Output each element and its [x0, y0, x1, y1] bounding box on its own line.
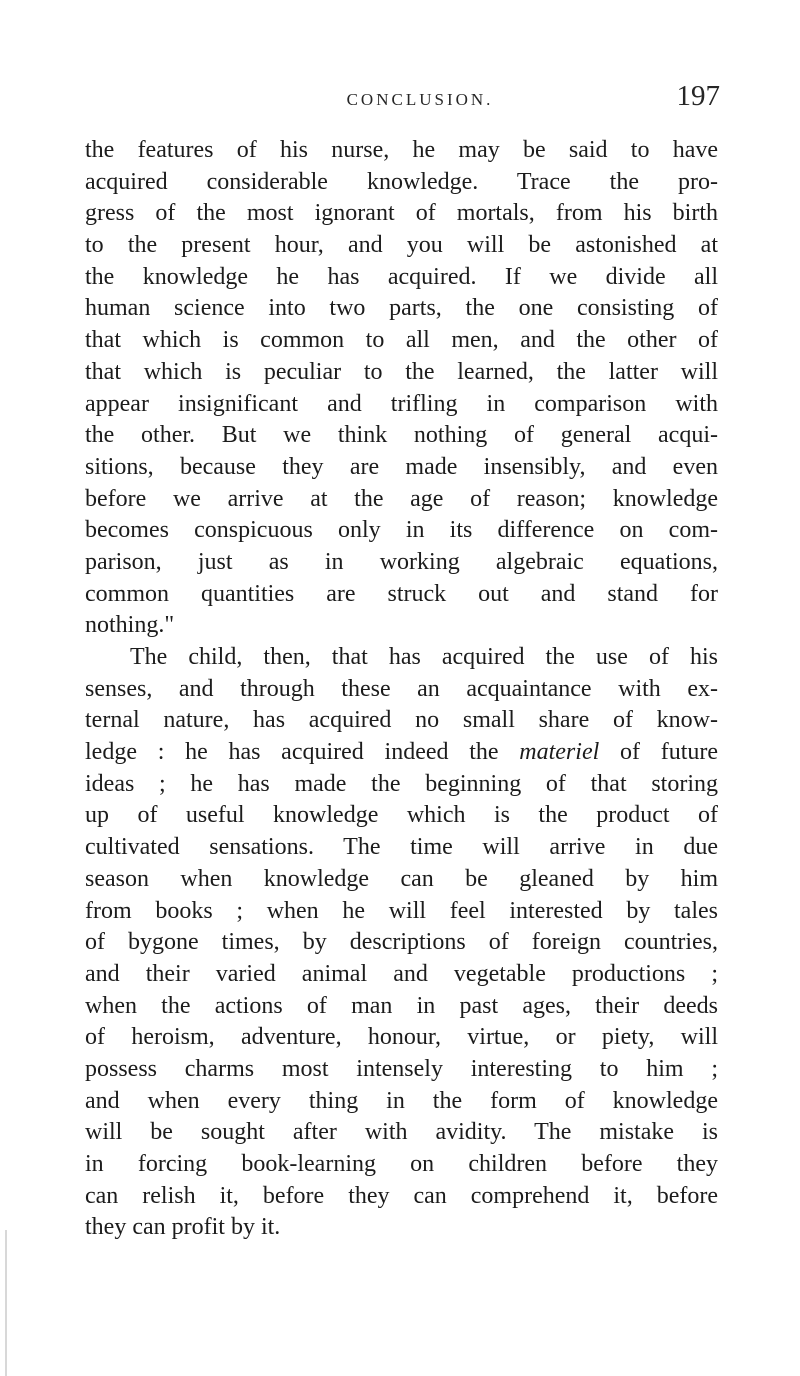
text-line: common quantities are struck out and stand for: [85, 580, 718, 607]
text-line: and when every thing in the form of knowledge: [85, 1087, 718, 1114]
text-line: human science into two parts, the one consisting of: [85, 295, 718, 322]
running-head: CONCLUSION.: [346, 90, 494, 109]
text-line: acquired considerable knowledge. Trace the pro-: [85, 168, 718, 195]
text-line: from books ; when he will feel interested by tales: [85, 897, 718, 924]
text-line: appear insignificant and trifling in comparison with: [85, 390, 718, 417]
text-line: ternal nature, has acquired no small share of know-: [85, 707, 718, 734]
text-line: season when knowledge can be gleaned by him: [85, 865, 718, 892]
text-segment: of future: [620, 739, 719, 766]
text-line: of heroism, adventure, honour, virtue, or piety, will: [85, 1024, 718, 1051]
body-text: [85, 135, 718, 1244]
text-line: gress of the most ignorant of mortals, from his birth: [85, 200, 718, 227]
text-line: the knowledge he has acquired. If we divide all: [85, 263, 718, 290]
text-line: in forcing book-learning on children before they: [85, 1151, 718, 1177]
text-line: possess charms most intensely interesting to him ;: [85, 1055, 718, 1082]
text-line: will be sought after with avidity. The mistake is: [85, 1119, 718, 1146]
text-line-with-italic: [85, 737, 718, 769]
text-line: up of useful knowledge which is the product of: [85, 802, 718, 829]
text-line: ideas ; he has made the beginning of that storing: [85, 770, 718, 797]
text-line: of bygone times, by descriptions of foreign countries,: [85, 929, 718, 956]
page-header: [120, 80, 720, 120]
text-line: and their varied animal and vegetable productions ;: [85, 960, 718, 987]
text-line: can relish it, before they can comprehend it, before: [85, 1182, 718, 1209]
text-line: the features of his nurse, he may be said to have: [85, 137, 718, 163]
text-line: the other. But we think nothing of general acqui-: [85, 422, 718, 449]
text-line: cultivated sensations. The time will arrive in due: [85, 834, 718, 861]
page-edge-line: [5, 1230, 7, 1376]
text-line: that which is peculiar to the learned, the latter will: [85, 358, 718, 385]
paragraph-start-line: The child, then, that has acquired the use of his: [130, 644, 718, 670]
text-line: to the present hour, and you will be astonished at: [85, 232, 718, 259]
text-line: nothing.": [85, 612, 175, 639]
text-line: they can profit by it.: [85, 1214, 281, 1241]
text-segment: ledge : he has acquired indeed the: [85, 739, 499, 766]
text-line: when the actions of man in past ages, their deeds: [85, 992, 718, 1019]
page-number: 197: [676, 80, 720, 112]
text-line: parison, just as in working algebraic equations,: [85, 548, 718, 575]
text-line: before we arrive at the age of reason; knowledge: [85, 485, 718, 512]
text-line: senses, and through these an acquaintance with ex-: [85, 675, 718, 702]
text-line: becomes conspicuous only in its difference on com-: [85, 517, 718, 544]
text-line: that which is common to all men, and the other of: [85, 327, 718, 354]
text-line: sitions, because they are made insensibly, and even: [85, 453, 718, 480]
italic-word: materiel: [519, 739, 600, 766]
